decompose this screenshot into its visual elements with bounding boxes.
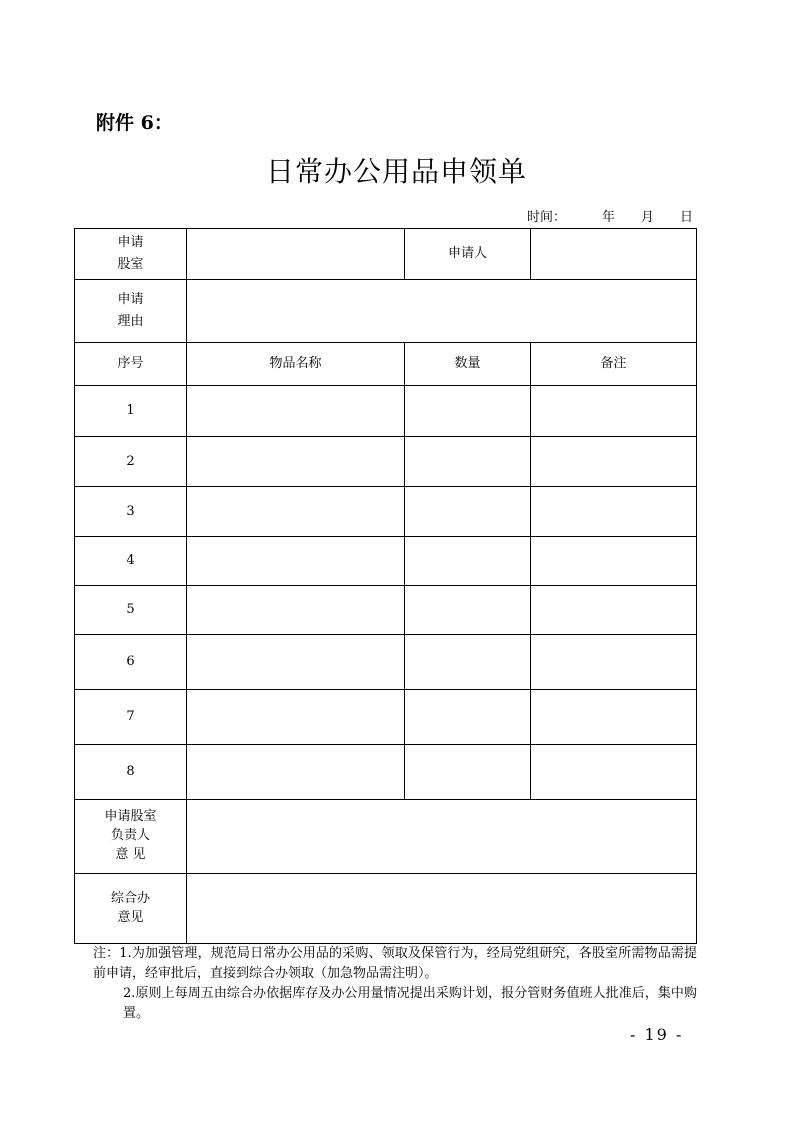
dept-head-opinion-field[interactable] (187, 800, 697, 874)
dept-field[interactable] (187, 229, 405, 280)
item-name-field[interactable] (187, 745, 405, 800)
table-row (75, 690, 697, 745)
table-row (75, 745, 697, 800)
quantity-field[interactable] (405, 537, 531, 586)
note-field[interactable] (531, 386, 697, 437)
note-field[interactable] (531, 437, 697, 487)
item-name-field[interactable] (187, 386, 405, 437)
note-field[interactable] (531, 745, 697, 800)
table-row (75, 487, 697, 537)
note-field[interactable] (531, 487, 697, 537)
date-label: 时间： (526, 210, 566, 225)
item-name-field[interactable] (187, 537, 405, 586)
quantity-field[interactable] (405, 386, 531, 437)
table-row (75, 437, 697, 487)
office-opinion-label: 综合办 意见 (75, 874, 187, 944)
note-1: 注：1.为加强管理，规范局日常办公用品的采购、领取及保管行为，经局党组研究，各股室所需物品需提前申请，经审批后，直接到综合办领取（加急物品需注明）。 (93, 946, 697, 981)
item-name-field[interactable] (187, 586, 405, 635)
note-field[interactable] (531, 586, 697, 635)
date-month: 月 (640, 210, 654, 225)
row-number: 1 (75, 386, 187, 437)
table-row (75, 537, 697, 586)
row-number: 2 (75, 437, 187, 487)
date-line (430, 206, 693, 225)
notes (93, 944, 697, 1024)
applicant-field[interactable] (531, 229, 697, 280)
note-field[interactable] (531, 537, 697, 586)
col-header-note: 备注 (531, 343, 697, 386)
col-header-qty: 数量 (405, 343, 531, 386)
row-number: 7 (75, 690, 187, 745)
page-number: - 19 - (630, 1025, 684, 1044)
note-field[interactable] (531, 635, 697, 690)
row-number: 3 (75, 487, 187, 537)
quantity-field[interactable] (405, 487, 531, 537)
quantity-field[interactable] (405, 586, 531, 635)
row-number: 5 (75, 586, 187, 635)
form-title: 日常办公用品申领单 (265, 155, 527, 188)
row-number: 6 (75, 635, 187, 690)
quantity-field[interactable] (405, 690, 531, 745)
dept-head-opinion-label: 申请股室 负责人 意 见 (75, 800, 187, 874)
quantity-field[interactable] (405, 437, 531, 487)
quantity-field[interactable] (405, 745, 531, 800)
col-header-no: 序号 (75, 343, 187, 386)
table-row (75, 386, 697, 437)
requisition-form (74, 228, 697, 944)
date-year: 年 (601, 210, 615, 225)
col-header-name: 物品名称 (187, 343, 405, 386)
item-name-field[interactable] (187, 487, 405, 537)
note-field[interactable] (531, 690, 697, 745)
applicant-label: 申请人 (405, 229, 531, 280)
item-name-field[interactable] (187, 635, 405, 690)
note-2: 2.原则上每周五由综合办依据库存及办公用量情况提出采购计划，报分管财务值班人批准后，集中购置。 (123, 986, 697, 1021)
item-name-field[interactable] (187, 437, 405, 487)
date-day: 日 (679, 210, 693, 225)
table-row (75, 586, 697, 635)
quantity-field[interactable] (405, 635, 531, 690)
row-number: 8 (75, 745, 187, 800)
dept-label: 申请 股室 (75, 229, 187, 280)
row-number: 4 (75, 537, 187, 586)
table-row (75, 635, 697, 690)
office-opinion-field[interactable] (187, 874, 697, 944)
attachment-label: 附件 6： (96, 112, 173, 134)
item-name-field[interactable] (187, 690, 405, 745)
reason-field[interactable] (187, 280, 697, 343)
reason-label: 申请 理由 (75, 280, 187, 343)
